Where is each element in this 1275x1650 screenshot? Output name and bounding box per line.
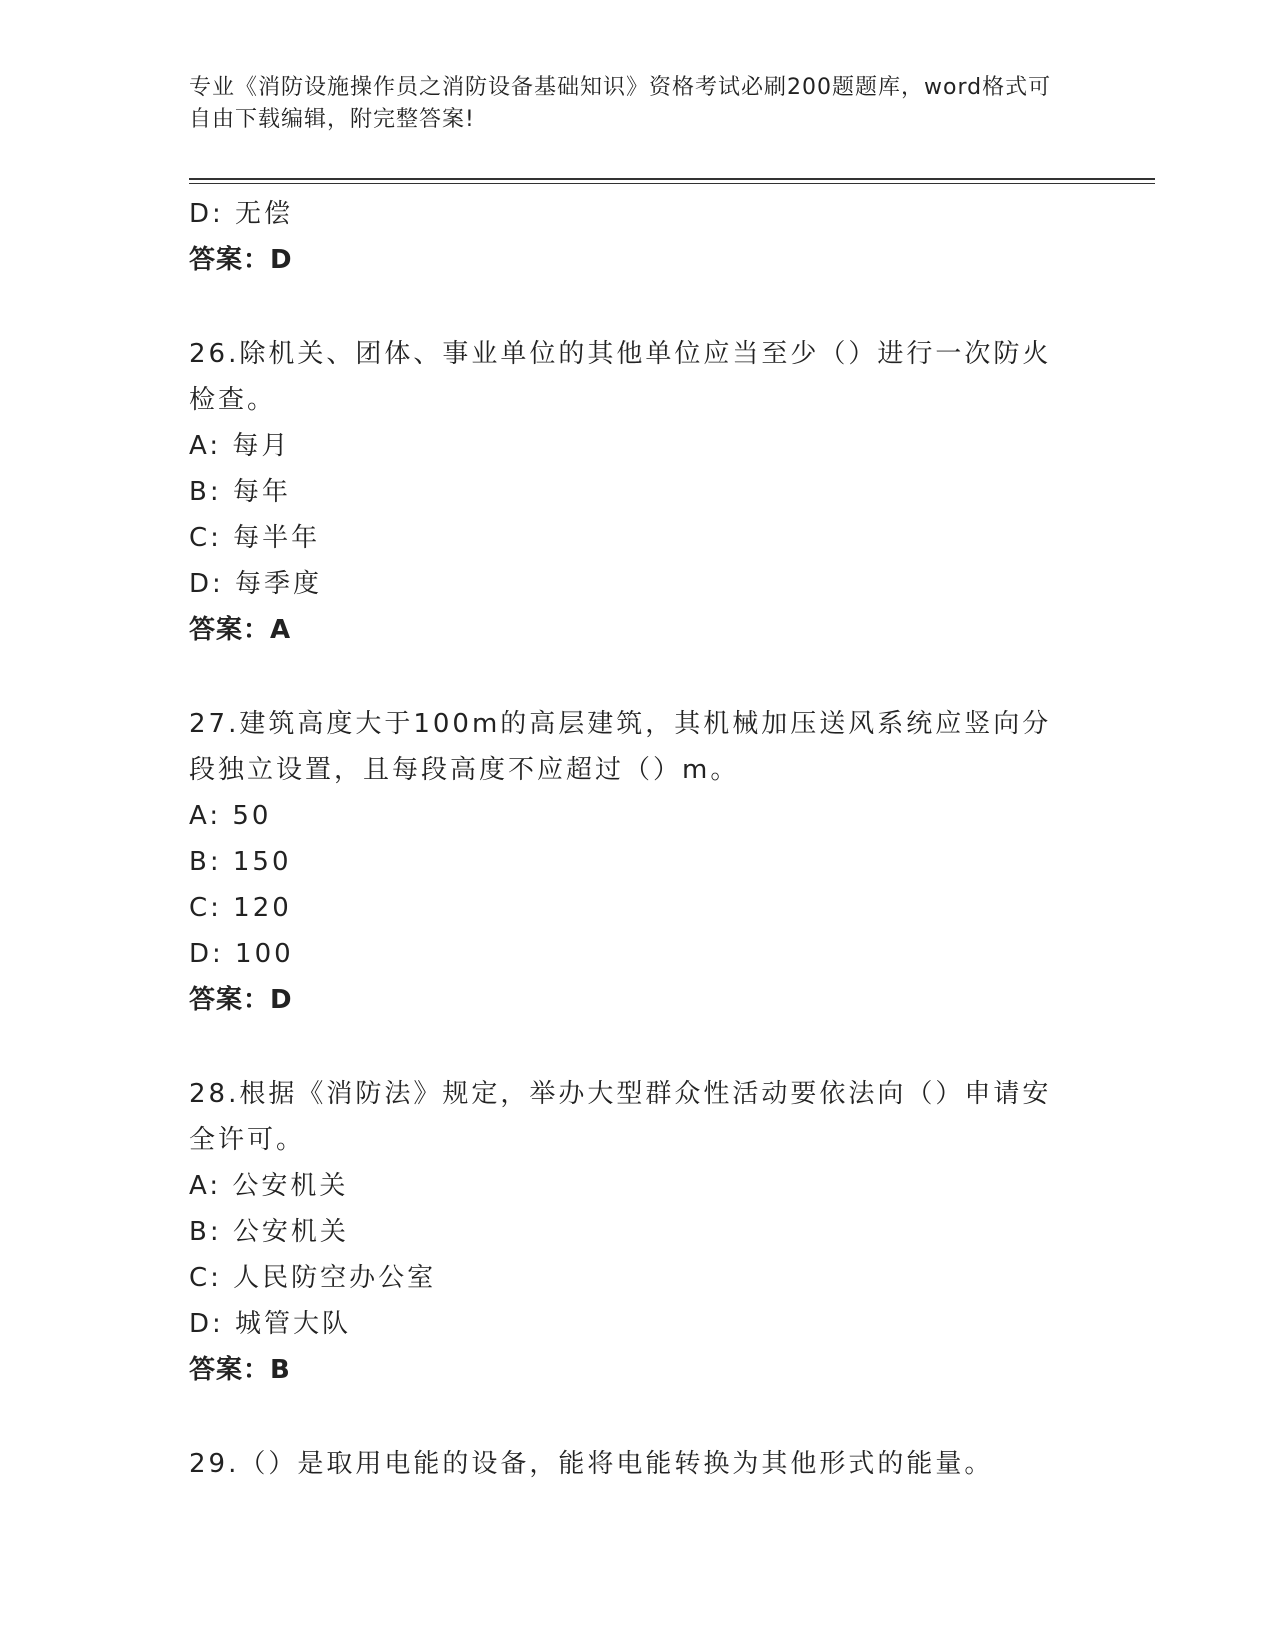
answer: 答案：B bbox=[189, 1355, 291, 1385]
question-text: 27.建筑高度大于100m的高层建筑，其机械加压送风系统应竖向分段独立设置，且每段高度不应超过（）m。 bbox=[189, 709, 1052, 785]
option-b: B: 公安机关 bbox=[189, 1217, 349, 1247]
option-b: B: 每年 bbox=[189, 477, 291, 507]
option-a: A: 每月 bbox=[189, 431, 291, 461]
header-divider-thick bbox=[189, 178, 1155, 180]
question-26 bbox=[189, 331, 1089, 653]
option-a: A: 50 bbox=[189, 801, 272, 831]
prev-answer: 答案：D bbox=[189, 245, 293, 275]
option-d: D: 城管大队 bbox=[189, 1309, 352, 1339]
option-b: B: 150 bbox=[189, 847, 292, 877]
option-c: C: 每半年 bbox=[189, 523, 321, 553]
question-text: 29.（）是取用电能的设备，能将电能转换为其他形式的能量。 bbox=[189, 1449, 994, 1479]
option-d: D: 100 bbox=[189, 939, 294, 969]
header-divider-thin bbox=[189, 183, 1155, 184]
answer: 答案：D bbox=[189, 985, 293, 1015]
option-c: C: 人民防空办公室 bbox=[189, 1263, 437, 1293]
prev-option-d: D: 无偿 bbox=[189, 199, 294, 229]
question-text: 28.根据《消防法》规定，举办大型群众性活动要依法向（）申请安全许可。 bbox=[189, 1079, 1052, 1155]
question-text: 26.除机关、团体、事业单位的其他单位应当至少（）进行一次防火检查。 bbox=[189, 339, 1052, 415]
option-c: C: 120 bbox=[189, 893, 292, 923]
question-27 bbox=[189, 701, 1089, 1023]
answer: 答案：A bbox=[189, 615, 292, 645]
option-d: D: 每季度 bbox=[189, 569, 323, 599]
question-28 bbox=[189, 1071, 1089, 1393]
option-a: A: 公安机关 bbox=[189, 1171, 349, 1201]
question-29 bbox=[189, 1441, 1089, 1487]
document-header: 专业《消防设施操作员之消防设备基础知识》资格考试必刷200题题库，word格式可自由下载编辑，附完整答案! bbox=[189, 75, 1052, 132]
question-content bbox=[189, 191, 1089, 1487]
